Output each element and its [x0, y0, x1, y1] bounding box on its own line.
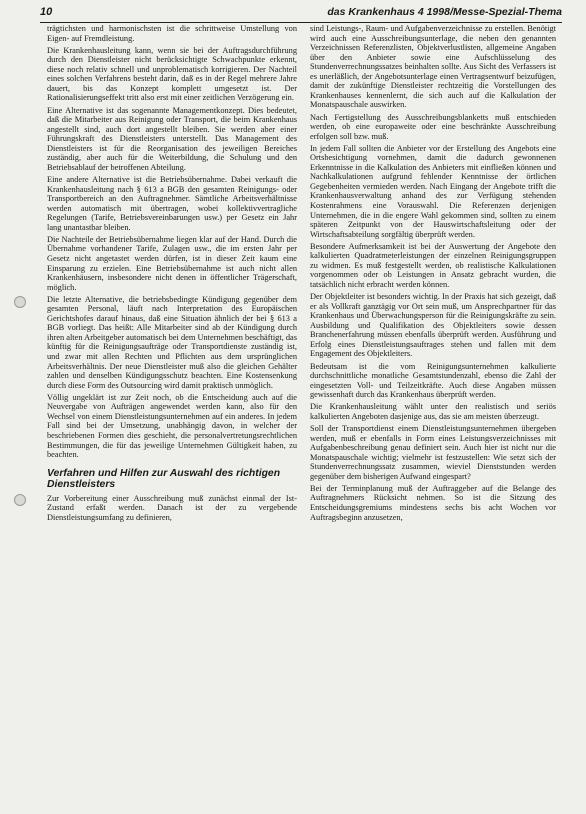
paragraph: Völlig ungeklärt ist zur Zeit noch, ob die Entscheidung auch auf die Neuvergabe von Aufträgen angewendet werden kann, also für den Wechsel von einem Dienstleistungsunternehmen auf ein anderes. In jedem Fall sind bei der Umsetzung, unabhängig davon, in welcher der beschriebenen Formen dies geschieht, die personalvertretungsrechtlichen Bestimmungen, die für das jeweilige Unternehmen Gültigkeit haben, zu beachten.: [47, 392, 297, 460]
paragraph: Der Objektleiter ist besonders wichtig. In der Praxis hat sich gezeigt, daß er als Vollkraft ganztägig vor Ort sein muß, um Ansprechpartner für das Krankenhaus und Überwachungsperson für die Reinigungskräfte zu sein. Ausbildung und Qualifikation des Objektleiters sowie dessen Branchenerfahrung müssen ebenfalls überprüft werden. Ausführung und Erfolg eines Dienstleistungsauftrages stehen und fallen mit dem Engagement des Objektleiters.: [310, 292, 556, 359]
right-column: [310, 24, 556, 804]
paragraph: Bedeutsam ist die vom Reinigungsunternehmen kalkulierte durchschnittliche monatliche Gesamtstundenzahl, ebenso die Zahl der eingesetzten Voll- und Teilzeitkräfte. Auch diese Angaben müssen gewissenhaft durch das Krankenhaus überprüft werden.: [310, 361, 556, 400]
page-number: 10: [40, 6, 53, 18]
punch-hole-mark: [14, 296, 26, 308]
publication-title: das Krankenhaus 4 1998/Messe-Spezial-Thema: [327, 6, 562, 18]
paragraph: trägtichsten und harmonischsten ist die schrittweise Umstellung von Eigen- auf Fremdleistung.: [47, 24, 297, 43]
paragraph: Soll der Transportdienst einem Dienstleistungsunternehmen übergeben werden, muß er ebenfalls in Form eines Leistungsverzeichnisses mit Aufgabenbeschreibung genau definiert sein. Auch hier ist nicht nur die Monatspauschale wichtig; vielmehr ist festzustellen: Wie setzt sich der Stundenverrechnungssatz zusammen, wieviel Dienststunden werden gegenüber dem bisherigen Aufwand eingespart?: [310, 424, 556, 481]
left-column: [47, 24, 297, 804]
paragraph: Die Krankenhausleitung wählt unter den realistisch und seriös kalkulierten Angeboten dasjenige aus, das sie am meisten überzeugt.: [310, 402, 556, 421]
paragraph: Eine andere Alternative ist die Betriebsübernahme. Dabei verkauft die Krankenhausleitung nach § 613 a BGB den gesamten Reinigungs- oder Transportbereich an den Auftragnehmer. Sämtliche Arbeitsverhältnisse werden automatisch mit übertragen, wobei kollektivvertragliche Regelungen (Tarife, Betriebsvereinbarungen usw.) per Gesetz ein Jahr lang unantastbar bleiben.: [47, 174, 297, 232]
paragraph: Nach Fertigstellung des Ausschreibungsblanketts muß entschieden werden, ob eine europaweite oder eine beschränkte Ausschreibung erfolgen soll bzw. muß.: [310, 112, 556, 141]
paragraph: Die Nachteile der Betriebsübernahme liegen klar auf der Hand. Durch die Übernahme vorhandener Tarife, Zulagen usw., die im ersten Jahr per Gesetz nicht angetastet werden dürfen, ist in dieser Zeit kaum eine Einsparung zu erzielen. Eine Betriebsübernahme ist auch nicht allen Krankenhäusern, insbesondere nicht denen in öffentlicher Trägerschaft, möglich.: [47, 234, 297, 292]
paragraph: sind Leistungs-, Raum- und Aufgabenverzeichnisse zu erstellen. Benötigt wird auch eine Ausschreibungsunterlage, die neben den genannten Verzeichnissen Referenzlisten, Objektverlustlisten, allgemeine Angaben über den Anbieter sowie eine Aufschlüsselung des Stundenverrechnungssatzes beinhalten sollte. Aus Sicht des Verfassers ist es unerläßlich, der Angebotsunterlage einen Vertragsentwurf beizufügen, damit der zukünftige Dienstleister rechtzeitig die Vorstellungen des Krankenhauses kennenlernt, die sich auch auf die Kalkulation der Monatspauschale auswirken.: [310, 24, 556, 110]
punch-hole-mark: [14, 494, 26, 506]
section-heading: Verfahren und Hilfen zur Auswahl des richtigen Dienstleisters: [47, 467, 281, 490]
running-header: [40, 8, 562, 23]
paragraph: Besondere Aufmerksamkeit ist bei der Auswertung der Angebote den kalkulierten Quadratmeterleistungen der einzelnen Reinigungsgruppen zu widmen. Es muß festgestellt werden, ob realistische Kalkulationen vorgenommen oder ob Leistungen in Ansatz gebracht wurden, die tatsächlich nicht erbracht werden können.: [310, 241, 556, 289]
paragraph: Bei der Terminplanung muß der Auftraggeber auf die Belange des Auftragnehmers Rücksicht nehmen. So ist die Sitzung des Entscheidungsgremiums mindestens sechs bis acht Wochen vor Auftragsbeginn anzusetzen,: [310, 483, 556, 522]
paragraph: Die letzte Alternative, die betriebsbedingte Kündigung gegenüber dem gesamten Personal, läuft nach Interpretation des Europäischen Gerichtshofes darauf hinaus, daß eine Situation ähnlich der bei § 613 a BGB vorliegt. Das heißt: Alle Mitarbeiter sind ab der Kündigung durch ihren alten Arbeitgeber automatisch bei dem Unternehmen beschäftigt, das künftig für die Reinigungsaufträge oder Transportdienste zuständig ist, und zwar mit allen Rechten und Pflichten aus dem ursprünglichen Arbeitsverhältnis. Der neue Dienstleister muß also die gleichen Gehälter zahlen und denselben Kündigungsschutz beachten. Eine Kostensenkung durch diese Form des Outsourcing wird damit praktisch unmöglich.: [47, 294, 297, 390]
paragraph: Eine Alternative ist das sogenannte Managementkonzept. Dies bedeutet, daß die Mitarbeiter aus Reinigung oder Transport, die beim Krankenhaus angestellt sind, auch dort angestellt bleiben. Sie werden aber einer Führungskraft des Dienstleisters unterstellt. Das Management des Dienstleisters ist für die Reorganisation des jeweiligen Bereiches zuständig, aber auch für die Weiterbildung, die Schulung und den Betriebsablauf der betroffenen Abteilung.: [47, 105, 297, 172]
paragraph: Die Krankenhausleitung kann, wenn sie bei der Auftragsdurchführung durch den Dienstleister nicht berücksichtigte Schwachpunkte erkennt, diese noch relativ schnell und unproblematisch korrigieren. Der Nachteil eines solchen Verfahrens besteht darin, daß es in der Regel mehrere Jahre dauert, bis das Konzept komplett umgesetzt ist. Der Rationalisierungseffekt tritt also erst mit einer zeitlichen Verzögerung ein.: [47, 45, 297, 103]
paragraph: In jedem Fall sollten die Anbieter vor der Erstellung des Angebots eine Ortsbesichtigung vornehmen, damit die dadurch gewonnenen Erkenntnisse in die Kalkulation des Anbieters mit einfließen können und Nachkalkulationen aufgrund fehlender Kenntnisse der örtlichen Gegebenheiten vermieden werden. Nach Eingang der Angebote trifft die Krankenhausverwaltung anhand des zur Verfügung stehenden Kostenrahmens eine Vorauswahl. Die Referenzen derjenigen Unternehmen, die in die engere Wahl gekommen sind, sollten zu einem späteren Zeitpunkt von der Hauswirtschaftsleitung oder der Wirtschaftsabteilung sorgfältig überprüft werden.: [310, 143, 556, 239]
paragraph: Zur Vorbereitung einer Ausschreibung muß zunächst einmal der Ist-Zustand erfaßt werden. Danach ist der zu vergebende Dienstleistungsumfang zu definieren,: [47, 493, 297, 522]
